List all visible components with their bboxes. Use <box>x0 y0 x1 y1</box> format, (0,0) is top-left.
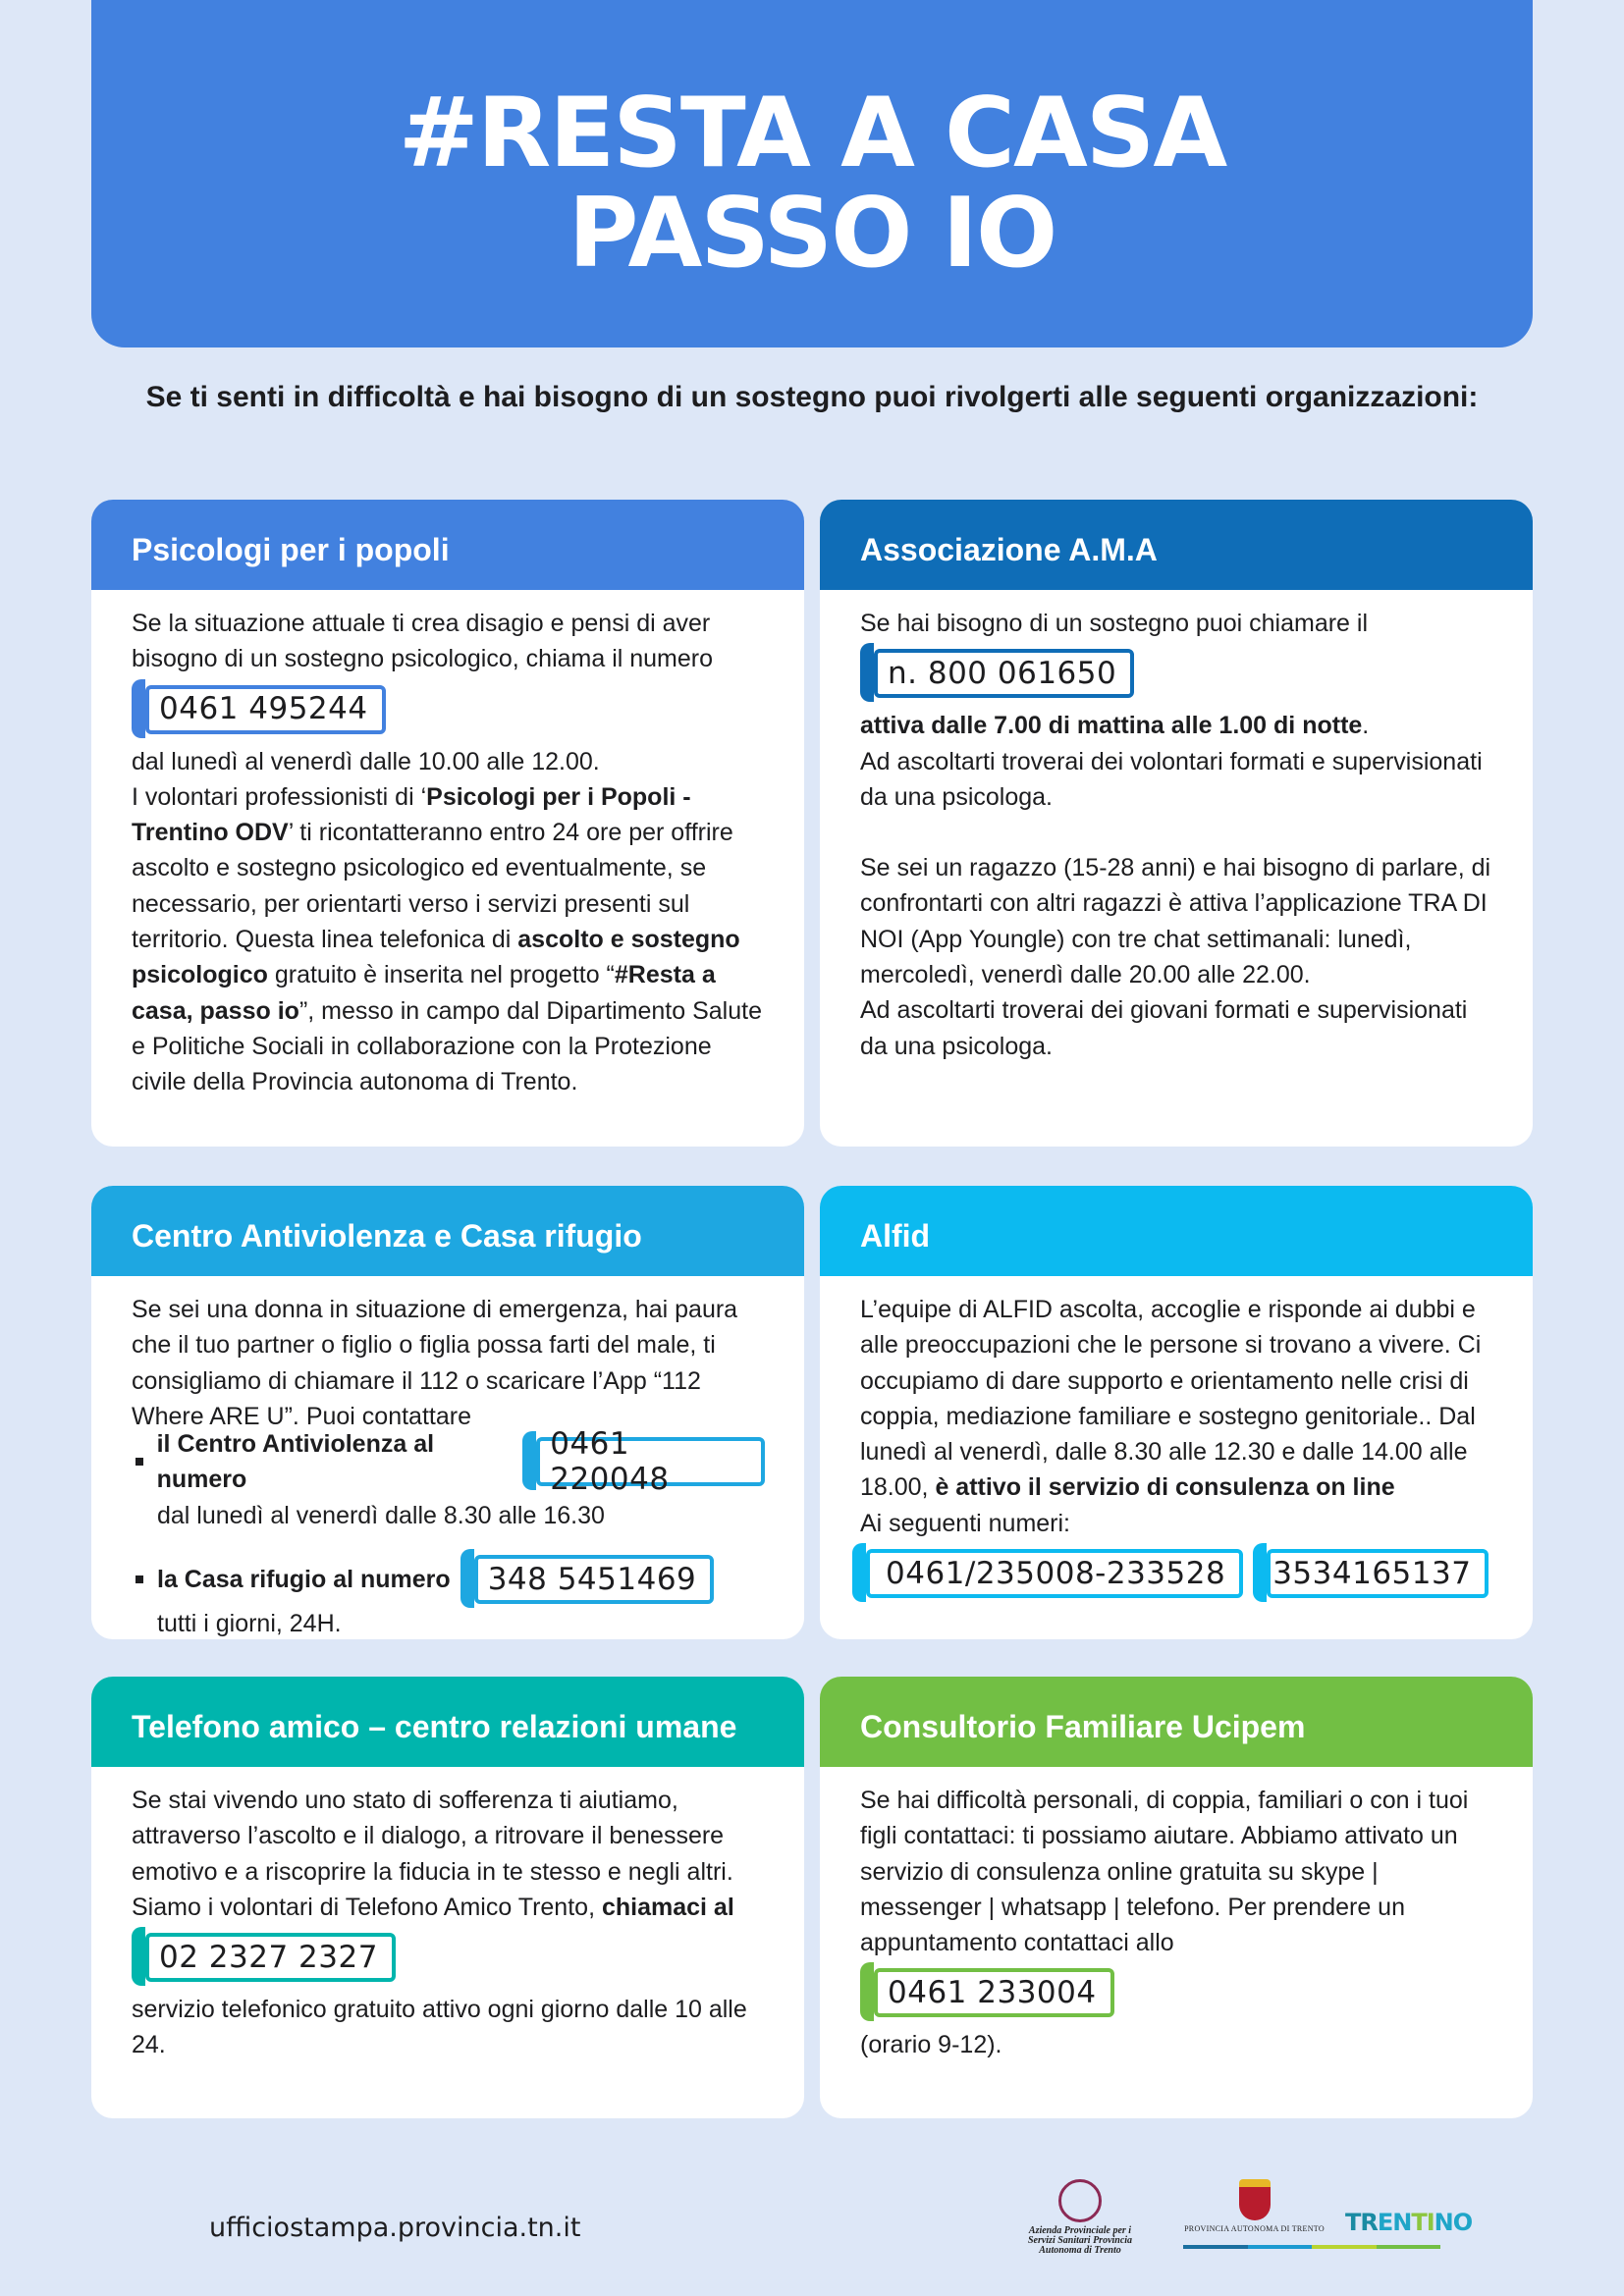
phone-handset-icon <box>522 1431 536 1490</box>
card-telefono-amico <box>91 1677 804 2118</box>
card-title: Centro Antiviolenza e Casa rifugio <box>91 1186 804 1276</box>
card-hours: dal lunedì al venerdì dalle 10.00 alle 12.00. <box>132 747 600 775</box>
bullet-hours: tutti i giorni, 24H. <box>157 1610 342 1638</box>
phone-handset-icon <box>460 1549 474 1608</box>
footer-url-link[interactable]: ufficiostampa.provincia.tn.it <box>209 2213 581 2243</box>
card-numbers-label: Ai seguenti numeri: <box>860 1509 1071 1537</box>
phone-number-button[interactable] <box>860 1966 1114 2019</box>
phone-number: 3534165137 <box>1267 1549 1489 1598</box>
phone-number: n. 800 061650 <box>874 649 1134 698</box>
card-antiviolenza <box>91 1186 804 1639</box>
card-psicologi <box>91 500 804 1147</box>
bullet-casa-rifugio: la Casa rifugio al numero 348 5451469 <box>132 1553 765 1606</box>
card-hours: servizio telefonico gratuito attivo ogni giorno dalle 10 alle 24. <box>132 1996 747 2059</box>
phone-handset-icon <box>1253 1543 1267 1602</box>
hero-banner <box>91 0 1533 347</box>
card-title: Alfid <box>820 1186 1533 1276</box>
card-text: Se stai vivendo uno stato di sofferenza ti aiutiamo, attraverso l’ascolto e il dialogo, a ritrovare il benessere emotivo e a riscoprire la fiducia in te stesso e negli altri. Siamo i volontari di Telefono Amico Trento, chiamaci al <box>132 1787 734 1921</box>
card-description: I volontari professionisti di ‘Psicologi per i Popoli - Trentino ODV’ ti ricontatteranno entro 24 ore per offrire ascolto e sostegno psicologico ed eventualmente, se necessario, per orientarti verso i servizi presenti sul territorio. Questa linea telefonica di ascolto e sostegno psicologico gratuito è inserita nel progetto “#Resta a casa, passo io”, messo in campo dal Dipartimento Salute e Politiche Sociali in collaborazione con la Protezione civile della Provincia autonoma di Trento. <box>132 782 762 1096</box>
card-description: Ad ascoltarti troverai dei volontari formati e supervisionati da una psicologa. <box>860 747 1483 811</box>
bullet-centro-antiviolenza: il Centro Antiviolenza al numero 0461 220048 <box>132 1426 765 1498</box>
phone-number-button[interactable] <box>522 1426 765 1498</box>
hero-title-line2: PASSO IO <box>568 178 1056 290</box>
phone-handset-icon <box>860 643 874 702</box>
apss-emblem-icon <box>1058 2179 1102 2222</box>
card-title: Associazione A.M.A <box>820 500 1533 590</box>
phone-number: 0461 233004 <box>874 1968 1114 2017</box>
card-consultorio <box>820 1677 1533 2118</box>
card-youth-text: Se sei un ragazzo (15-28 anni) e hai bisogno di parlare, di confrontarti con altri ragazzi è attiva l’applicazione TRA DI NOI (App Youngle) con tre chat settimanali: lunedì, mercoledì, venerdì dalle 20.00 alle 22.00. <box>860 854 1491 989</box>
intro-text: Se ti senti in difficoltà e hai bisogno di un sostegno puoi rivolgerti alle seguenti organizzazioni: <box>145 381 1479 413</box>
card-text: Se hai difficoltà personali, di coppia, familiari o con i tuoi figli contattaci: ti possiamo aiutare. Abbiamo attivato un servizio di consulenza online gratuita su skype | messenger | whatsapp | telefono. Per prendere un appuntamento contattaci allo <box>860 1787 1469 1957</box>
phone-number: 348 5451469 <box>474 1555 715 1604</box>
color-bar <box>1183 2245 1440 2249</box>
card-text: L’equipe di ALFID ascolta, accoglie e risponde ai dubbi e alle preoccupazioni che le persone si trovano a vivere. Ci occupiamo di dare supporto e orientamento nelle crisi di coppia, mediazione familiare e sostegno genitoriale.. Dal lunedì al venerdì, dalle 8.30 alle 12.30 e dalle 14.00 alle 18.00, è attivo il servizio di consulenza on line <box>860 1296 1482 1502</box>
phone-handset-icon <box>132 679 145 738</box>
card-title: Psicologi per i popoli <box>91 500 804 590</box>
logo-provincia: PROVINCIA AUTONOMA DI TRENTO <box>1183 2179 1326 2249</box>
logo-trentino: TRENTINO <box>1345 2209 1473 2236</box>
card-text: Se la situazione attuale ti crea disagio e pensi di aver bisogno di un sostegno psicologico, chiama il numero <box>132 610 714 673</box>
logo-apss: Azienda Provinciale per i Servizi Sanitari Provincia Autonoma di Trento <box>1021 2179 1139 2256</box>
bullet-hours: dal lunedì al venerdì dalle 8.30 alle 16.30 <box>157 1501 605 1529</box>
phone-number-button[interactable] <box>852 1547 1243 1600</box>
phone-number: 0461 220048 <box>536 1437 765 1486</box>
phone-number-button[interactable] <box>460 1553 715 1606</box>
phone-number-button[interactable] <box>132 1931 396 1984</box>
hero-title-line1: #RESTA A CASA <box>398 78 1226 189</box>
phone-number: 02 2327 2327 <box>145 1933 396 1982</box>
card-hours: attiva dalle 7.00 di mattina alle 1.00 di notte. <box>860 712 1370 740</box>
card-title: Telefono amico – centro relazioni umane <box>91 1677 804 1767</box>
card-text: Se hai bisogno di un sostegno puoi chiamare il <box>860 610 1369 637</box>
card-text: Se sei una donna in situazione di emergenza, hai paura che il tuo partner o figlio o figlia possa farti del male, ti consigliamo di chiamare il 112 o scaricare l’App “112 Where ARE U”. Puoi contattare <box>132 1296 738 1430</box>
card-hours: (orario 9-12). <box>860 2031 1002 2059</box>
card-ama <box>820 500 1533 1147</box>
footer-logos <box>1021 2169 1492 2268</box>
card-youth-note: Ad ascoltarti troverai dei giovani formati e supervisionati da una psicologa. <box>860 996 1468 1060</box>
phone-handset-icon <box>132 1927 145 1986</box>
card-title: Consultorio Familiare Ucipem <box>820 1677 1533 1767</box>
phone-number-button[interactable] <box>860 647 1134 700</box>
phone-number: 0461/235008-233528 <box>866 1549 1243 1598</box>
phone-handset-icon <box>860 1962 874 2021</box>
phone-number-button[interactable] <box>132 683 386 736</box>
coat-of-arms-icon <box>1239 2179 1271 2220</box>
card-alfid <box>820 1186 1533 1639</box>
phone-handset-icon <box>852 1543 866 1602</box>
hero-title <box>398 78 1226 290</box>
phone-number-button[interactable] <box>1253 1547 1489 1600</box>
phone-number: 0461 495244 <box>145 685 386 734</box>
